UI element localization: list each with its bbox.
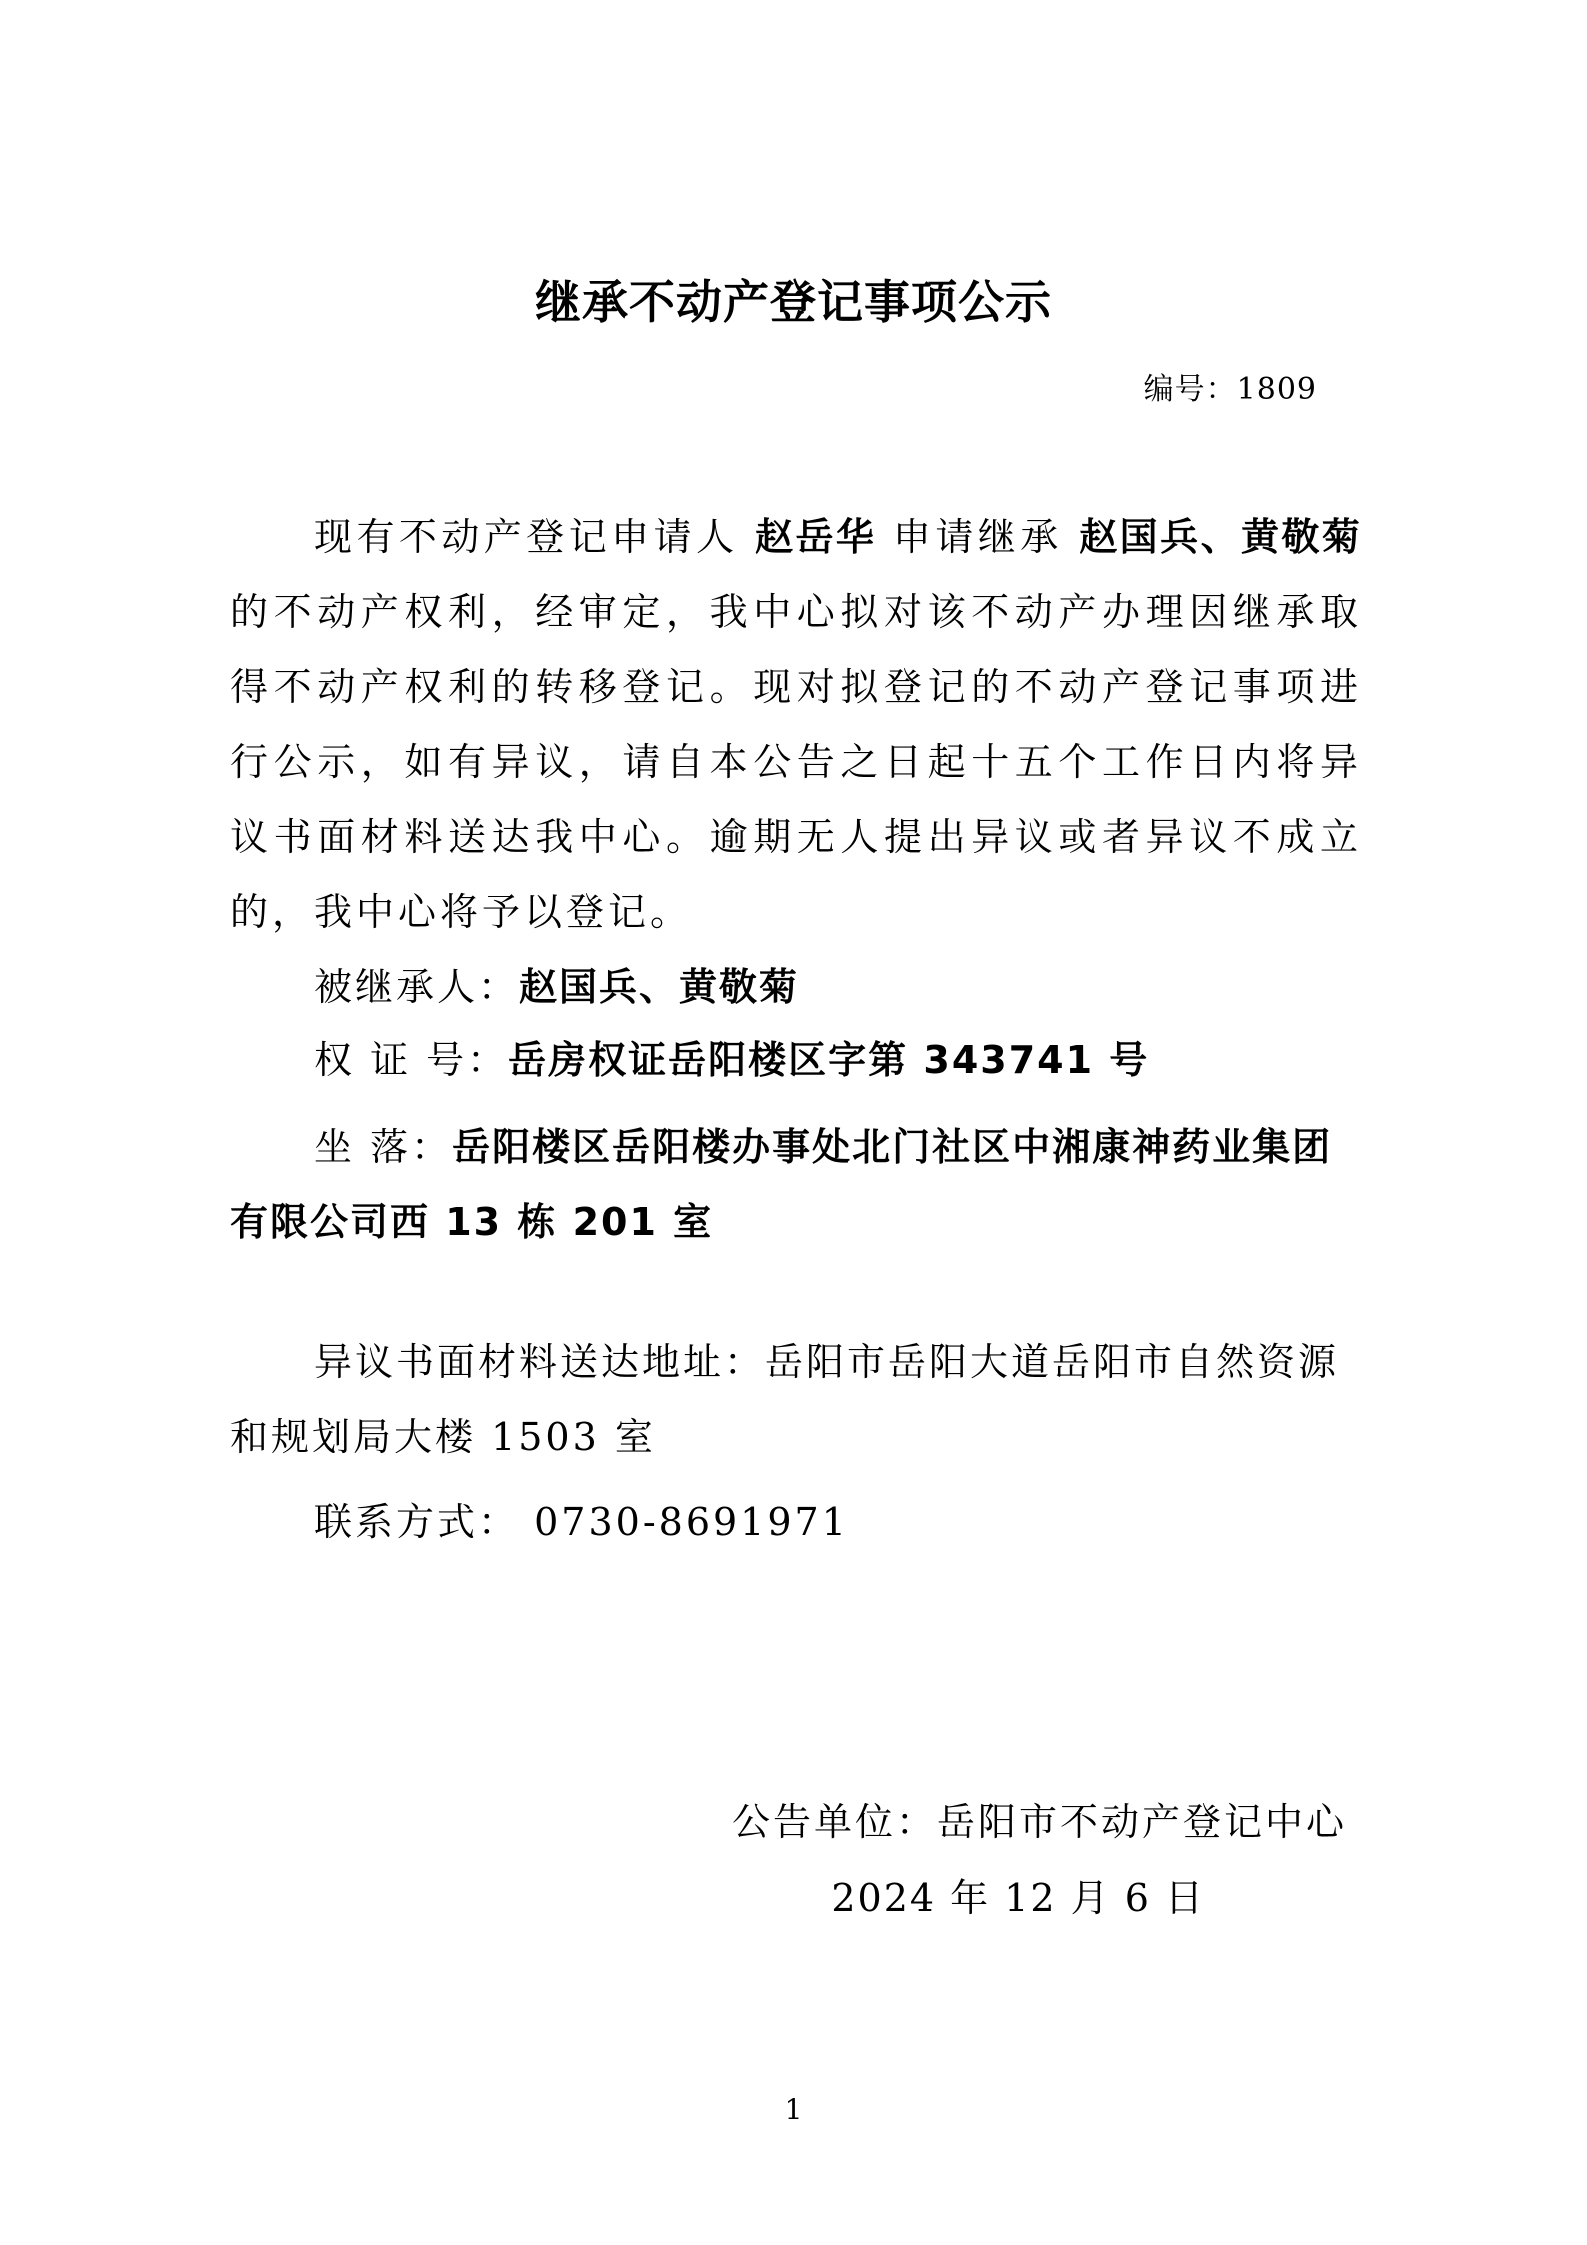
applicant-name: 赵岳华 <box>755 515 877 559</box>
decedent-value: 赵国兵、黄敬菊 <box>519 965 800 1009</box>
objection-address: 异议书面材料送达地址：岳阳市岳阳大道岳阳市自然资源和规划局大楼 1503 室 <box>230 1340 1340 1459</box>
contact-line <box>230 1485 1362 1560</box>
location-field <box>230 1110 1362 1260</box>
contact-value: 0730-8691971 <box>534 1500 849 1544</box>
certificate-field <box>230 1023 1362 1098</box>
issuer: 公告单位：岳阳市不动产登记中心 <box>731 1800 1347 1844</box>
notice-paragraph <box>230 500 1362 950</box>
page-number: 1 <box>784 2093 803 2126</box>
certificate-label: 权 证 号： <box>314 1038 509 1082</box>
decedent-label: 被继承人： <box>314 965 520 1009</box>
document-number-value: 1809 <box>1236 372 1317 407</box>
para-prefix: 现有不动产登记申请人 <box>314 515 739 559</box>
document-title: 继承不动产登记事项公示 <box>535 275 1052 329</box>
decedent-names: 赵国兵、黄敬菊 <box>1079 515 1362 559</box>
contact-label: 联系方式： <box>314 1500 520 1544</box>
document-number <box>1144 370 1317 410</box>
location-value: 岳阳楼区岳阳楼办事处北门社区中湘康神药业集团有限公司西 13 栋 201 室 <box>230 1125 1333 1244</box>
certificate-value: 岳房权证岳阳楼区字第 343741 号 <box>508 1038 1150 1082</box>
para-rest: 的不动产权利，经审定，我中心拟对该不动产办理因继承取得不动产权利的转移登记。现对拟登记的不动产登记事项进行公示，如有异议，请自本公告之日起十五个工作日内将异议书面材料送达我中心。逾期无人提出异议或者异议不成立的，我中心将予以登记。 <box>230 590 1362 934</box>
issue-date: 2024 年 12 月 6 日 <box>831 1876 1205 1920</box>
location-label: 坐 落： <box>314 1125 453 1169</box>
para-mid: 申请继承 <box>892 515 1063 559</box>
document-number-label: 编号： <box>1143 372 1237 407</box>
decedent-field <box>230 950 1362 1025</box>
